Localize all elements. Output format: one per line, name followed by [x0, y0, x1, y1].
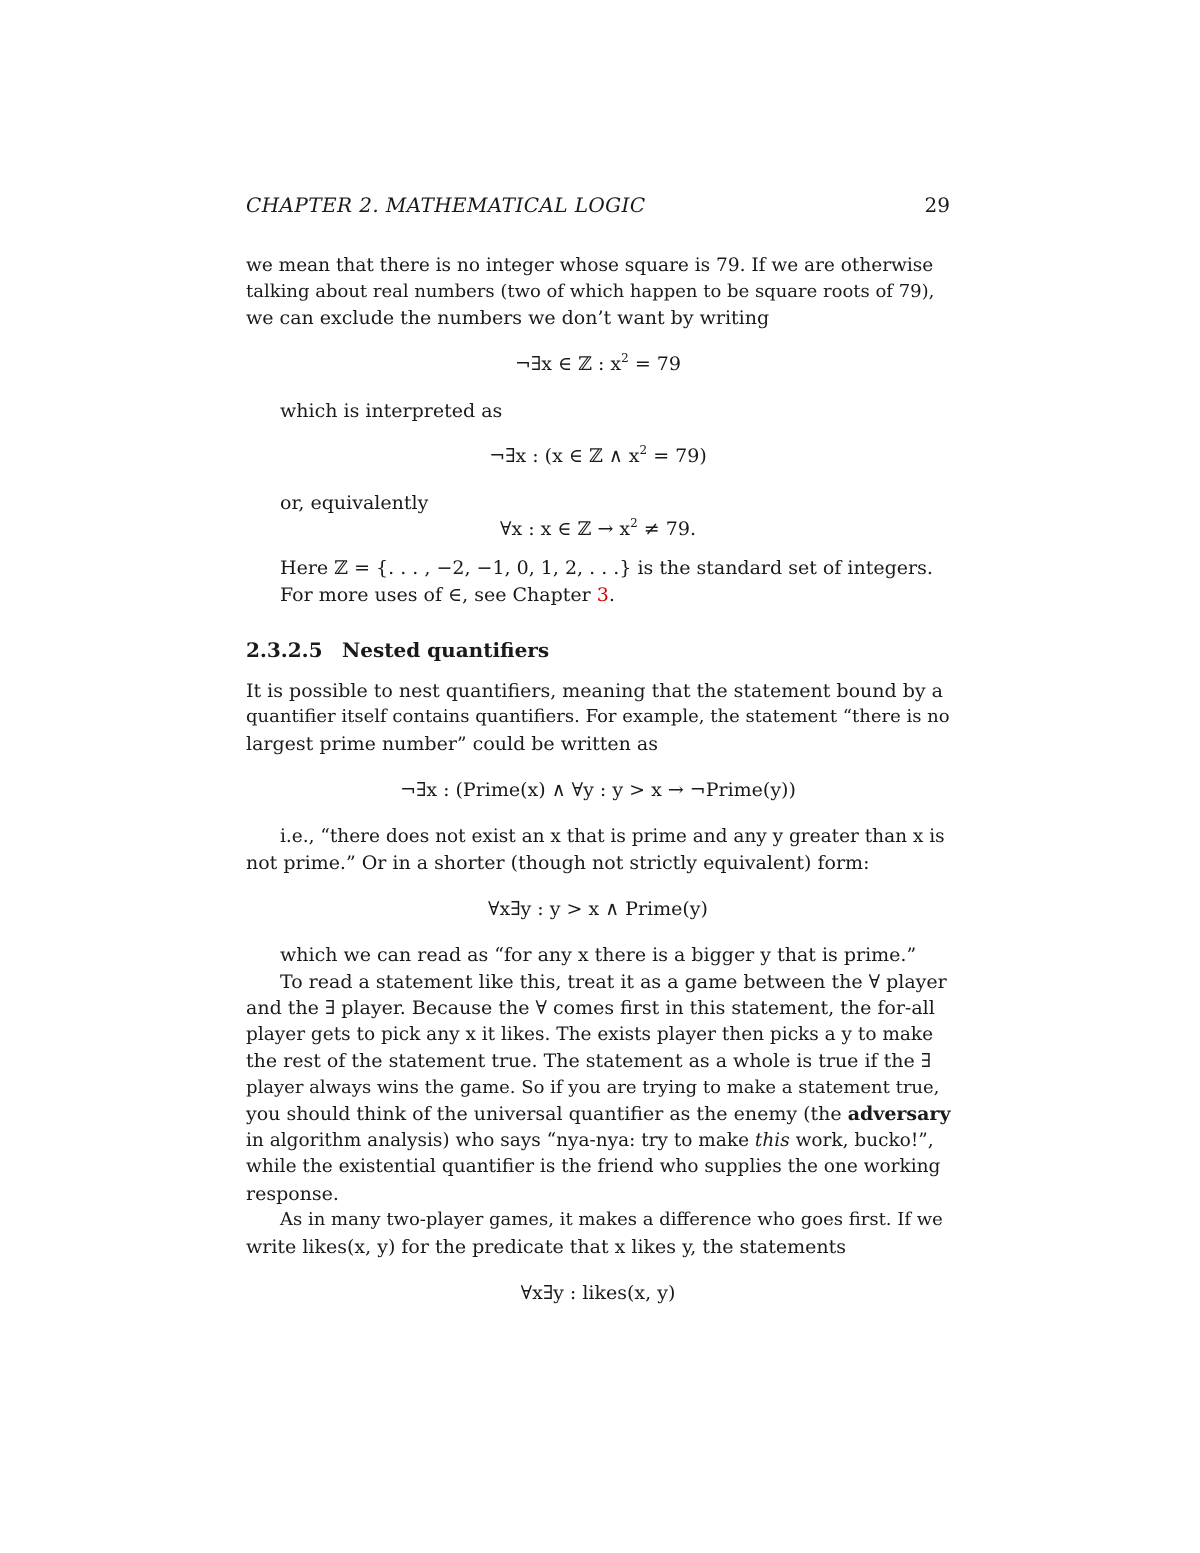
- page-number: 29: [924, 193, 950, 217]
- equation: ∀x∃y : y > x ∧ Prime(y): [488, 898, 708, 920]
- equation-part: ∀x : x ∈ ℤ → x: [500, 518, 631, 540]
- italic-term: this: [754, 1130, 790, 1151]
- section-number: 2.3.2.5: [246, 638, 323, 662]
- exponent: 2: [639, 443, 648, 457]
- equation: [246, 443, 950, 469]
- paragraph-line: not prime.” Or in a shorter (though not strictly equivalent) form:: [246, 852, 870, 874]
- equation: ¬∃x : (Prime(x) ∧ ∀y : y > x → ¬Prime(y)): [400, 779, 796, 801]
- equation: [246, 516, 950, 542]
- text-span: in algorithm analysis) who says “nya-nya: try to make: [246, 1130, 755, 1151]
- paragraph-line: As in many two-player games, it makes a difference who goes first. If we: [280, 1209, 943, 1230]
- text-span: .: [608, 584, 615, 606]
- chapter-title: CHAPTER 2. MATHEMATICAL LOGIC: [246, 193, 646, 217]
- exponent: 2: [630, 516, 638, 530]
- paragraph-line: Here ℤ = {. . . , −2, −1, 0, 1, 2, . . .} is the standard set of integers.: [280, 557, 933, 579]
- paragraph-line: It is possible to nest quantifiers, meaning that the statement bound by a: [246, 680, 943, 702]
- paragraph-line: largest prime number” could be written as: [246, 733, 659, 755]
- paragraph-line: and the ∃ player. Because the ∀ comes first in this statement, the for-all: [246, 997, 935, 1019]
- paragraph-line: [280, 582, 950, 608]
- paragraph-line: which is interpreted as: [280, 400, 503, 422]
- running-header: [246, 193, 950, 219]
- text-span: you should think of the universal quantifier as the enemy (the: [246, 1103, 848, 1125]
- paragraph-line: we can exclude the numbers we don’t want by writing: [246, 307, 770, 329]
- paragraph-line: the rest of the statement true. The statement as a whole is true if the ∃: [246, 1050, 932, 1072]
- equation-part: ¬∃x ∈ ℤ : x: [515, 353, 622, 375]
- section-heading: [246, 637, 549, 663]
- paragraph-line: we mean that there is no integer whose square is 79. If we are otherwise: [246, 255, 934, 276]
- text-span: For more uses of ∈, see Chapter: [280, 584, 597, 606]
- paragraph-line: or, equivalently: [280, 492, 429, 514]
- equation-part: ¬∃x : (x ∈ ℤ ∧ x: [489, 445, 640, 467]
- paragraph-line: To read a statement like this, treat it as a game between the ∀ player: [280, 971, 947, 993]
- paragraph-line: i.e., “there does not exist an x that is prime and any y greater than x is: [280, 826, 945, 847]
- paragraph-line: while the existential quantifier is the friend who supplies the one working: [246, 1156, 941, 1177]
- section-title: Nested quantifiers: [342, 638, 550, 662]
- equation-part: ≠ 79.: [637, 518, 696, 540]
- paragraph-line: quantifier itself contains quantifiers. For example, the statement “there is no: [246, 706, 950, 727]
- paragraph-line: player gets to pick any x it likes. The exists player then picks a y to make: [246, 1024, 934, 1045]
- paragraph-line: response.: [246, 1183, 339, 1205]
- paragraph-line: write likes(x, y) for the predicate that x likes y, the statements: [246, 1236, 847, 1258]
- equation: [246, 351, 950, 377]
- paragraph-line: [246, 1101, 950, 1127]
- exponent: 2: [621, 351, 629, 365]
- paragraph-line: [246, 1128, 950, 1154]
- equation-part: = 79): [647, 445, 707, 467]
- equation: ∀x∃y : likes(x, y): [520, 1282, 676, 1304]
- text-span: work, bucko!”,: [789, 1130, 934, 1151]
- bold-term: adversary: [847, 1103, 951, 1125]
- paragraph-line: which we can read as “for any x there is a bigger y that is prime.”: [280, 944, 917, 966]
- equation-part: = 79: [628, 353, 681, 375]
- paragraph-line: talking about real numbers (two of which happen to be square roots of 79),: [246, 281, 935, 302]
- chapter-reference-link[interactable]: 3: [596, 584, 609, 606]
- paragraph-line: player always wins the game. So if you are trying to make a statement true,: [246, 1077, 940, 1098]
